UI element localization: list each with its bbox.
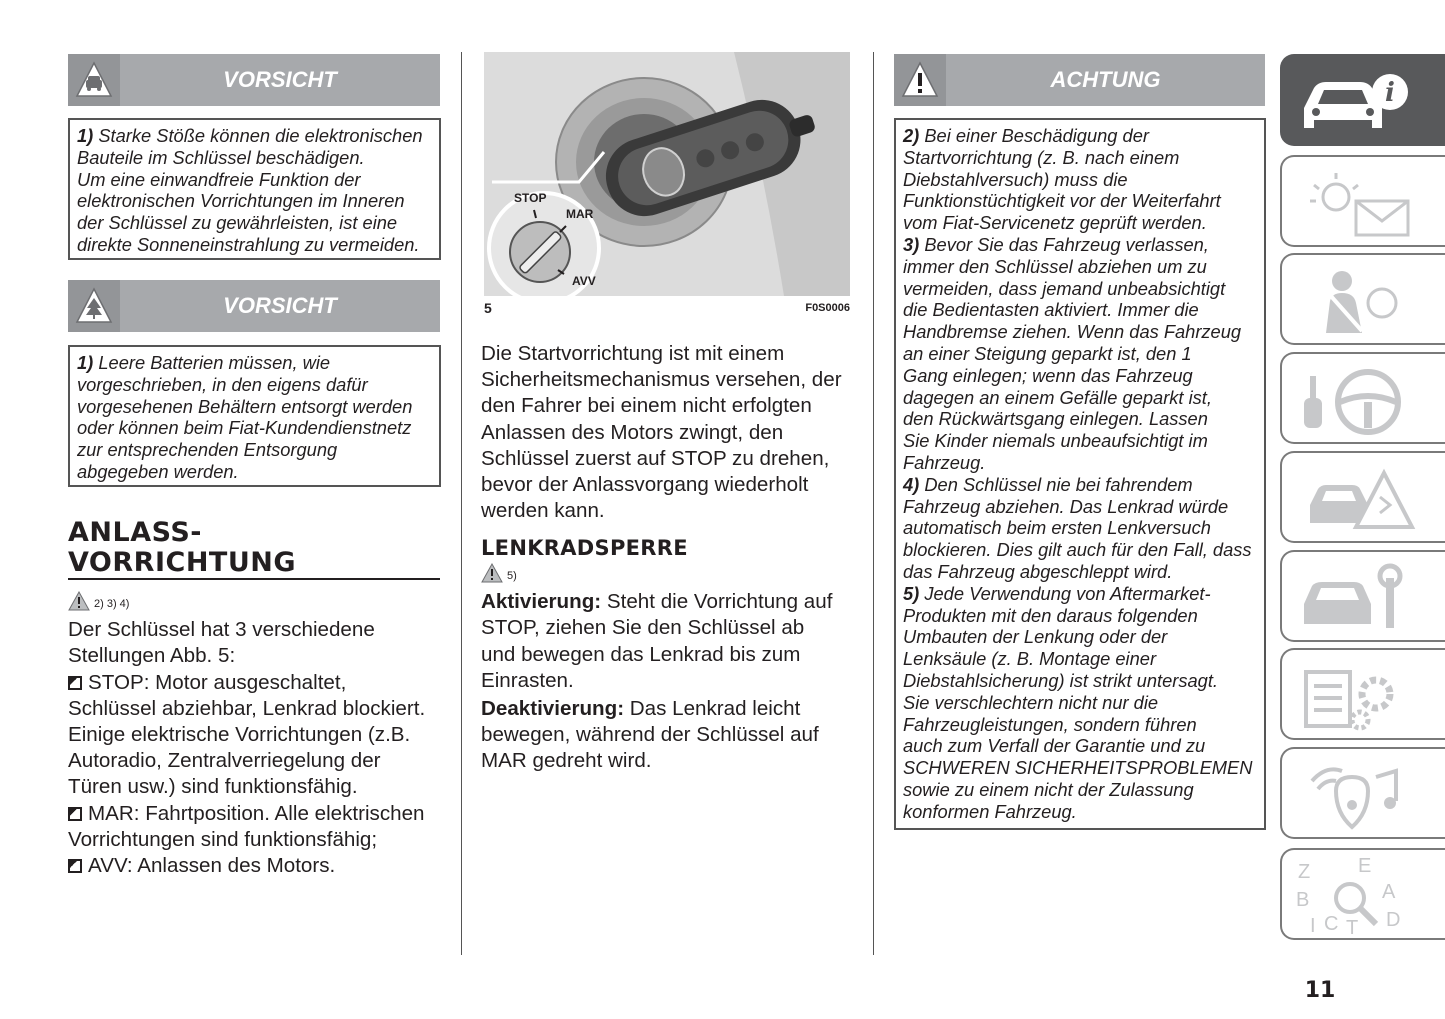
tab-starting-driving[interactable]: [1280, 352, 1445, 444]
body-line: Schlüssel zuerst auf STOP zu drehen,: [481, 446, 830, 470]
note-text: abgegeben werden.: [77, 460, 239, 482]
seatbelt-airbag-icon: [1296, 263, 1416, 339]
figure-label-mar: MAR: [566, 207, 594, 221]
note-text: Funktionstüchtigkeit vor der Weiterfahrt: [903, 190, 1221, 212]
body-line: MAR gedreht wird.: [481, 749, 652, 773]
body-line: Einrasten.: [481, 668, 574, 692]
note-text: der Schlüssel zu gewährleisten, ist eine: [77, 212, 398, 234]
deactivation-label: Deaktivierung:: [481, 697, 625, 721]
tab-technical-data[interactable]: [1280, 648, 1445, 740]
note-text: immer den Schlüssel abziehen um zu: [903, 255, 1207, 277]
column-divider: [461, 52, 462, 955]
note-text: Leere Batterien müssen, wie: [98, 352, 331, 373]
note-text: elektronischen Vorrichtungen im Inneren: [77, 190, 405, 212]
note-text: konformen Fahrzeug.: [903, 800, 1077, 822]
note-text: Fahrzeug.: [903, 451, 986, 473]
note-text: Fahrzeugleistungen, sondern führen: [903, 713, 1197, 735]
note-text: automatisch beim ersten Lenkversuch: [903, 517, 1211, 539]
heading-underline: [68, 578, 440, 580]
note-text: das Fahrzeug abgeschleppt wird.: [903, 560, 1173, 582]
tab-maintenance[interactable]: [1280, 550, 1445, 642]
index-letter: E: [1358, 858, 1372, 877]
note-text: Um eine einwandfreie Funktion der: [77, 168, 361, 190]
section-body: [68, 590, 453, 879]
body-line: Türen usw.) sind funktionsfähig.: [68, 775, 358, 799]
figure-code: F0S0006: [805, 302, 850, 314]
tab-multimedia[interactable]: [1280, 747, 1445, 839]
bullet-square-icon: [68, 859, 82, 873]
note-text: Den Schlüssel nie bei fahrendem: [924, 473, 1193, 495]
warning-title: ACHTUNG: [1050, 67, 1161, 92]
note-text: vom Fiat-Servicenetz geprüft werden.: [903, 212, 1207, 234]
body-line: Schlüssel abziehbar, Lenkrad blockiert.: [68, 696, 426, 720]
car-info-icon: [1296, 64, 1416, 140]
note-text: vorgesehenen Behältern entsorgt werden: [77, 395, 413, 417]
note-number: 1): [77, 125, 94, 146]
note-text: auch zum Verfall der Garantie und zu: [903, 735, 1206, 757]
body-line: Das Lenkrad leicht: [629, 697, 801, 721]
body-line: Sicherheitsmechanismus versehen, der: [481, 368, 842, 392]
index-letter: Z: [1298, 861, 1311, 883]
warning-header-vorsicht: [68, 54, 440, 106]
car-warning-icon: [68, 54, 120, 106]
subsection-heading: LENKRADSPERRE: [481, 536, 688, 560]
figure-label-avv: AVV: [572, 274, 596, 288]
tab-warning-lights[interactable]: [1280, 155, 1445, 247]
warning-header-vorsicht: [68, 280, 440, 332]
figure-number: 5: [484, 300, 492, 316]
note-text: Gang einlegen; wenn das Fahrzeug: [903, 364, 1193, 386]
note-number: 4): [903, 473, 920, 495]
body-line: Der Schlüssel hat 3 verschiedene: [68, 618, 375, 642]
tab-emergency[interactable]: [1280, 451, 1445, 543]
section-heading: ANLASS- VORRICHTUNG: [68, 517, 297, 578]
tab-alphabetical-index[interactable]: [1280, 848, 1445, 940]
warning-title: VORSICHT: [223, 293, 337, 318]
note-text: Startvorrichtung (z. B. nach einem: [903, 146, 1180, 168]
body-line: STOP: Motor ausgeschaltet,: [88, 670, 347, 694]
reference-numbers: 2) 3) 4): [94, 598, 130, 610]
note-text: sowie zu einem nicht der Zulassung: [903, 778, 1194, 800]
warning-title: VORSICHT: [223, 67, 337, 92]
index-letter: I: [1310, 915, 1316, 934]
note-text: SCHWEREN SICHERHEITSPROBLEMEN: [903, 757, 1253, 779]
car-emergency-icon: [1296, 461, 1416, 537]
technical-data-icon: [1296, 658, 1416, 734]
key-steering-wheel-icon: [1296, 362, 1416, 438]
warning-header-achtung: [894, 54, 1265, 106]
note-number: 3): [903, 233, 920, 255]
tab-safety[interactable]: [1280, 253, 1445, 345]
index-letter: C: [1324, 913, 1339, 934]
body-line: werden kann.: [481, 499, 605, 523]
column-divider: [873, 52, 874, 955]
note-text: Handbremse ziehen. Wenn das Fahrzeug: [903, 321, 1242, 343]
note-text: Diebstahlsicherung) ist strikt untersagt.: [903, 669, 1218, 691]
body-line: und bewegen das Lenkrad bis zum: [481, 642, 801, 666]
body-line: MAR: Fahrtposition. Alle elektrischen: [88, 801, 425, 825]
note-number: 5): [903, 582, 920, 604]
bullet-square-icon: [68, 676, 82, 690]
warning-light-message-icon: [1296, 165, 1416, 241]
body-line: Autoradio, Zentralverriegelung der: [68, 749, 381, 773]
body-line: bevor der Anlassvorgang wiederholt: [481, 473, 809, 497]
body-line: AVV: Anlassen des Motors.: [88, 854, 336, 878]
note-text: Umbauten der Lenkung oder der: [903, 626, 1168, 648]
note-text: den Rückwärtsgang einlegen. Lassen: [903, 408, 1208, 430]
body-line: Einige elektrische Vorrichtungen (z.B.: [68, 723, 411, 747]
body-line: Steht die Vorrichtung auf: [606, 590, 833, 614]
note-text: die Bedientasten aktiviert. Immer die: [903, 299, 1199, 321]
note-text: Bevor Sie das Fahrzeug verlassen,: [924, 233, 1209, 255]
warning-triangle-icon: [481, 563, 503, 586]
note-text: oder können beim Fiat-Kundendienstnetz: [77, 417, 412, 439]
tab-car-info[interactable]: [1280, 54, 1445, 146]
index-letter: D: [1386, 909, 1401, 931]
note-text: Bei einer Beschädigung der: [924, 125, 1149, 146]
note-text: Produkten mit den daraus folgenden: [903, 604, 1198, 626]
note-text: blockieren. Dies gilt auch für den Fall, dass: [903, 539, 1252, 561]
activation-label: Aktivierung:: [481, 590, 602, 614]
index-letter: A: [1382, 881, 1396, 903]
index-letter: T: [1346, 917, 1359, 934]
page-number: 11: [1304, 978, 1336, 1003]
note-text: zur entsprechenden Entsorgung: [77, 439, 338, 461]
multimedia-icon: [1296, 757, 1416, 833]
note-number: 1): [77, 352, 94, 373]
reference-numbers: 5): [507, 570, 517, 582]
note-text: Fahrzeug abziehen. Das Lenkrad würde: [903, 495, 1229, 517]
warning-box: [894, 118, 1266, 830]
note-number: 2): [903, 125, 920, 146]
note-text: Sie Kinder niemals unbeaufsichtigt im: [903, 430, 1208, 452]
steering-lock-body: [481, 562, 866, 775]
note-text: vermeiden, dass jemand unbeabsichtigt: [903, 277, 1226, 299]
index-letter: B: [1296, 889, 1310, 911]
body-line: bewegen, während der Schlüssel auf: [481, 723, 819, 747]
figure-label-stop: STOP: [514, 191, 547, 205]
note-text: dagegen an einem Gefälle geparkt ist,: [903, 386, 1212, 408]
body-line: STOP, ziehen Sie den Schlüssel ab: [481, 616, 805, 640]
body-line: Die Startvorrichtung ist mit einem: [481, 342, 785, 365]
note-text: Sie verschlechtern nicht nur die: [903, 691, 1159, 713]
svg-text:i: i: [1385, 78, 1395, 108]
note-text: Bauteile im Schlüssel beschädigen.: [77, 146, 365, 168]
bullet-square-icon: [68, 807, 82, 821]
note-text: direkte Sonneneinstrahlung zu vermeiden.: [77, 233, 420, 255]
note-text: an einer Steigung geparkt ist, den 1: [903, 342, 1192, 364]
body-line: den Fahrer bei einem nicht erfolgten: [481, 394, 812, 418]
tree-recycle-icon: [68, 280, 120, 332]
body-line: Stellungen Abb. 5:: [68, 644, 236, 668]
note-text: Diebstahlversuch) muss die: [903, 168, 1128, 190]
body-line: Anlassen des Motors zwingt, den: [481, 420, 784, 444]
warning-box: [68, 118, 441, 260]
alphabetical-index-icon: [1296, 858, 1416, 934]
exclamation-warning-icon: [894, 54, 946, 106]
note-text: Lenksäule (z. B. Montage einer: [903, 648, 1157, 670]
startup-paragraph: [481, 341, 866, 524]
figure-ignition-key: [484, 52, 850, 296]
note-text: vorgeschrieben, in den eigens dafür: [77, 373, 368, 395]
warning-triangle-icon: [68, 591, 90, 614]
note-text: Jede Verwendung von Aftermarket-: [924, 582, 1211, 604]
body-line: Vorrichtungen sind funktionsfähig;: [68, 827, 378, 851]
car-maintenance-icon: [1296, 560, 1416, 636]
note-text: Starke Stöße können die elektronischen: [98, 125, 423, 146]
warning-box: [68, 345, 441, 487]
